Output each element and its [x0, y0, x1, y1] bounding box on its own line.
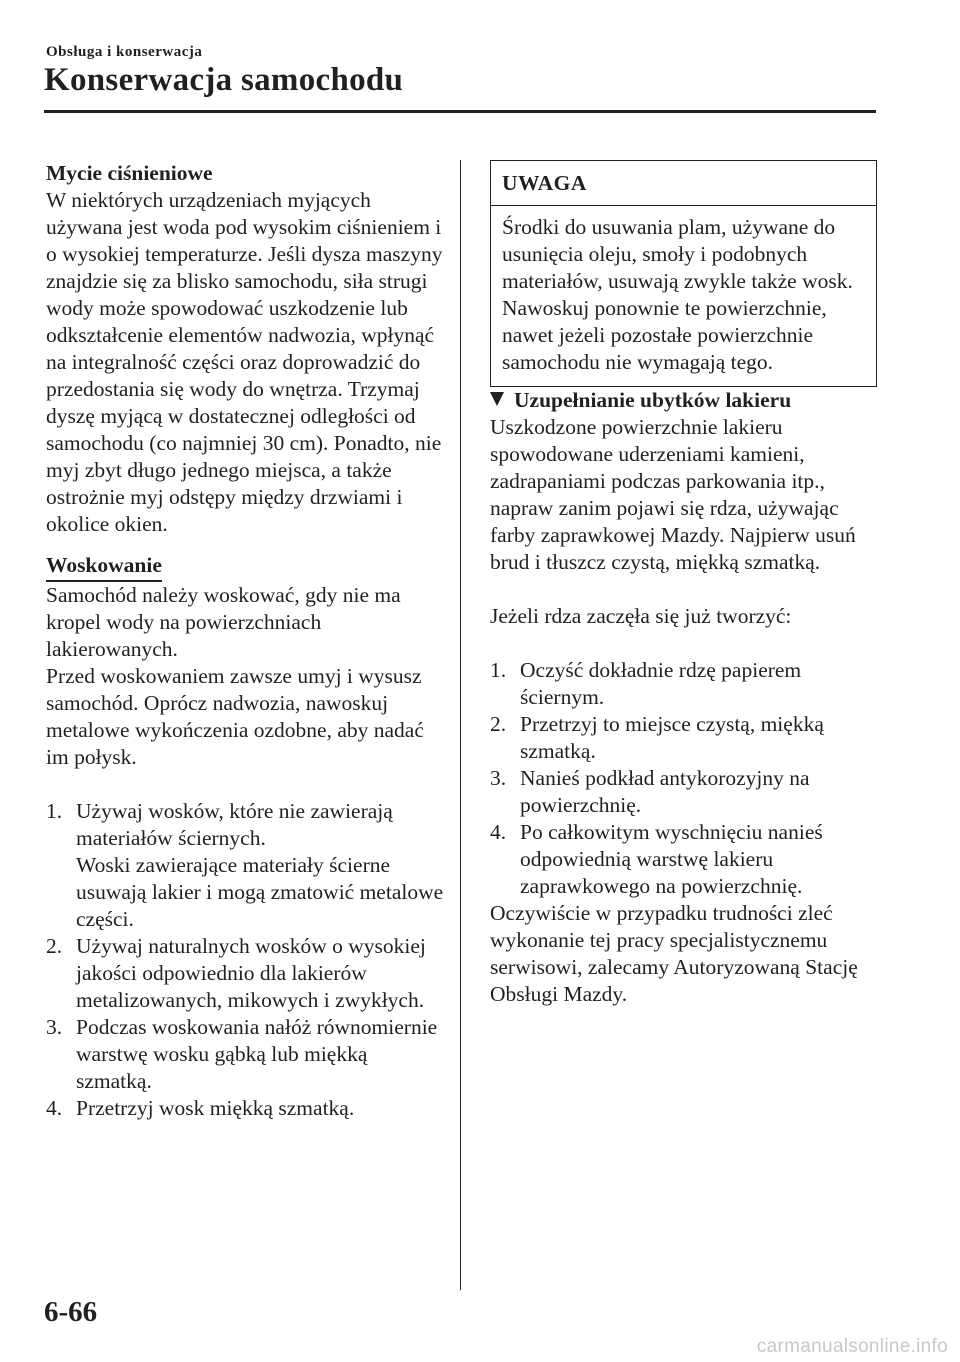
- section-label: Obsługa i konserwacja: [46, 44, 203, 60]
- step-text: Przetrzyj to miejsce czystą, miękką szmatką.: [520, 712, 824, 763]
- waxing-heading: Woskowanie: [46, 552, 162, 582]
- list-item: [46, 933, 446, 1014]
- left-column: [46, 160, 446, 1122]
- watermark: carmanualsonline.info: [756, 1336, 948, 1357]
- rust-intro: Jeżeli rdza zaczęła się już tworzyć:: [490, 604, 792, 628]
- waxing-steps: [46, 798, 446, 1122]
- waxing-text-2: Przed woskowaniem zawsze umyj i wysusz samochód. Oprócz nadwozia, nawoskuj metalowe wykończenia ozdobne, aby nadać im połysk.: [46, 664, 424, 769]
- step-text: Podczas woskowania nałóż równomiernie warstwę wosku gąbką lub miękką szmatką.: [76, 1015, 438, 1093]
- list-item: [46, 1095, 446, 1122]
- triangle-bullet-icon: [490, 392, 504, 406]
- list-item: [46, 1014, 446, 1095]
- page-number: 6-66: [44, 1296, 98, 1328]
- step-text: Oczyść dokładnie rdzę papierem ściernym.: [520, 658, 802, 709]
- column-divider: [460, 160, 461, 1290]
- rust-steps: [490, 657, 880, 900]
- step-number: 2.: [490, 712, 507, 736]
- list-item: [46, 798, 446, 933]
- pressure-wash-heading: Mycie ciśnieniowe: [46, 161, 213, 185]
- list-item: [490, 657, 880, 711]
- step-text: Nanieś podkład antykorozyjny na powierzchnię.: [520, 766, 810, 817]
- step-number: 1.: [46, 799, 63, 823]
- step-number: 3.: [46, 1015, 63, 1039]
- step-number: 3.: [490, 766, 507, 790]
- step-number: 1.: [490, 658, 507, 682]
- list-item: [490, 711, 880, 765]
- step-number: 4.: [490, 820, 507, 844]
- paint-touchup-text: Uszkodzone powierzchnie lakieru spowodowane uderzeniami kamieni, zadrapaniami podczas parkowania itp., napraw zanim pojawi się rdza, używając farby zaprawkowej Mazdy. Najpierw usuń brud i tłuszcz czystą, miękką szmatką.: [490, 415, 856, 574]
- step-text: Używaj wosków, które nie zawierają materiałów ściernych.: [76, 799, 393, 850]
- list-item: [490, 819, 880, 900]
- step-text: Po całkowitym wyschnięciu nanieś odpowiednią warstwę lakieru zaprawkowego na powierzchnię.: [520, 820, 823, 898]
- paint-touchup-heading-text: Uzupełnianie ubytków lakieru: [514, 388, 792, 412]
- step-extra: Woski zawierające materiały ścierne usuwają lakier i mogą zmatowić metalowe części.: [76, 853, 444, 931]
- step-number: 2.: [46, 934, 63, 958]
- title-rule: [44, 110, 876, 113]
- step-text: Przetrzyj wosk miękką szmatką.: [76, 1096, 355, 1120]
- page-title: Konserwacja samochodu: [44, 62, 404, 98]
- step-text: Używaj naturalnych wosków o wysokiej jakości odpowiednio dla lakierów metalizowanych, mikowych i zwykłych.: [76, 934, 426, 1012]
- notice-label: UWAGA: [491, 161, 876, 206]
- notice-box: [490, 160, 877, 387]
- list-item: [490, 765, 880, 819]
- notice-text: Środki do usuwania plam, używane do usunięcia oleju, smoły i podobnych materiałów, usuwają zwykle także wosk. Nawoskuj ponownie te powierzchnie, nawet jeżeli pozostałe powierzchnie samochodu nie wymagają tego.: [502, 215, 853, 374]
- closing-text: Oczywiście w przypadku trudności zleć wykonanie tej pracy specjalistycznemu serwisowi, zalecamy Autoryzowaną Stację Obsługi Mazdy.: [490, 901, 858, 1006]
- right-column: [490, 160, 880, 1008]
- waxing-text-1: Samochód należy woskować, gdy nie ma kropel wody na powierzchniach lakierowanych.: [46, 583, 401, 661]
- pressure-wash-text: W niektórych urządzeniach myjących używana jest woda pod wysokim ciśnieniem i o wysokiej temperaturze. Jeśli dysza maszyny znajdzie się za blisko samochodu, siła strugi wody może spowodować uszkodzenie lub odkształcenie elementów nadwozia, wpłynąć na integralność części oraz doprowadzić do przedostania się wody do wnętrza. Trzymaj dyszę myjącą w dostatecznej odległości od samochodu (co najmniej 30 cm). Ponadto, nie myj zbyt długo jednego miejsca, a także ostrożnie myj odstępy między drzwiami i okolice okien.: [46, 188, 443, 536]
- paint-touchup-heading: [490, 387, 880, 414]
- step-number: 4.: [46, 1096, 63, 1120]
